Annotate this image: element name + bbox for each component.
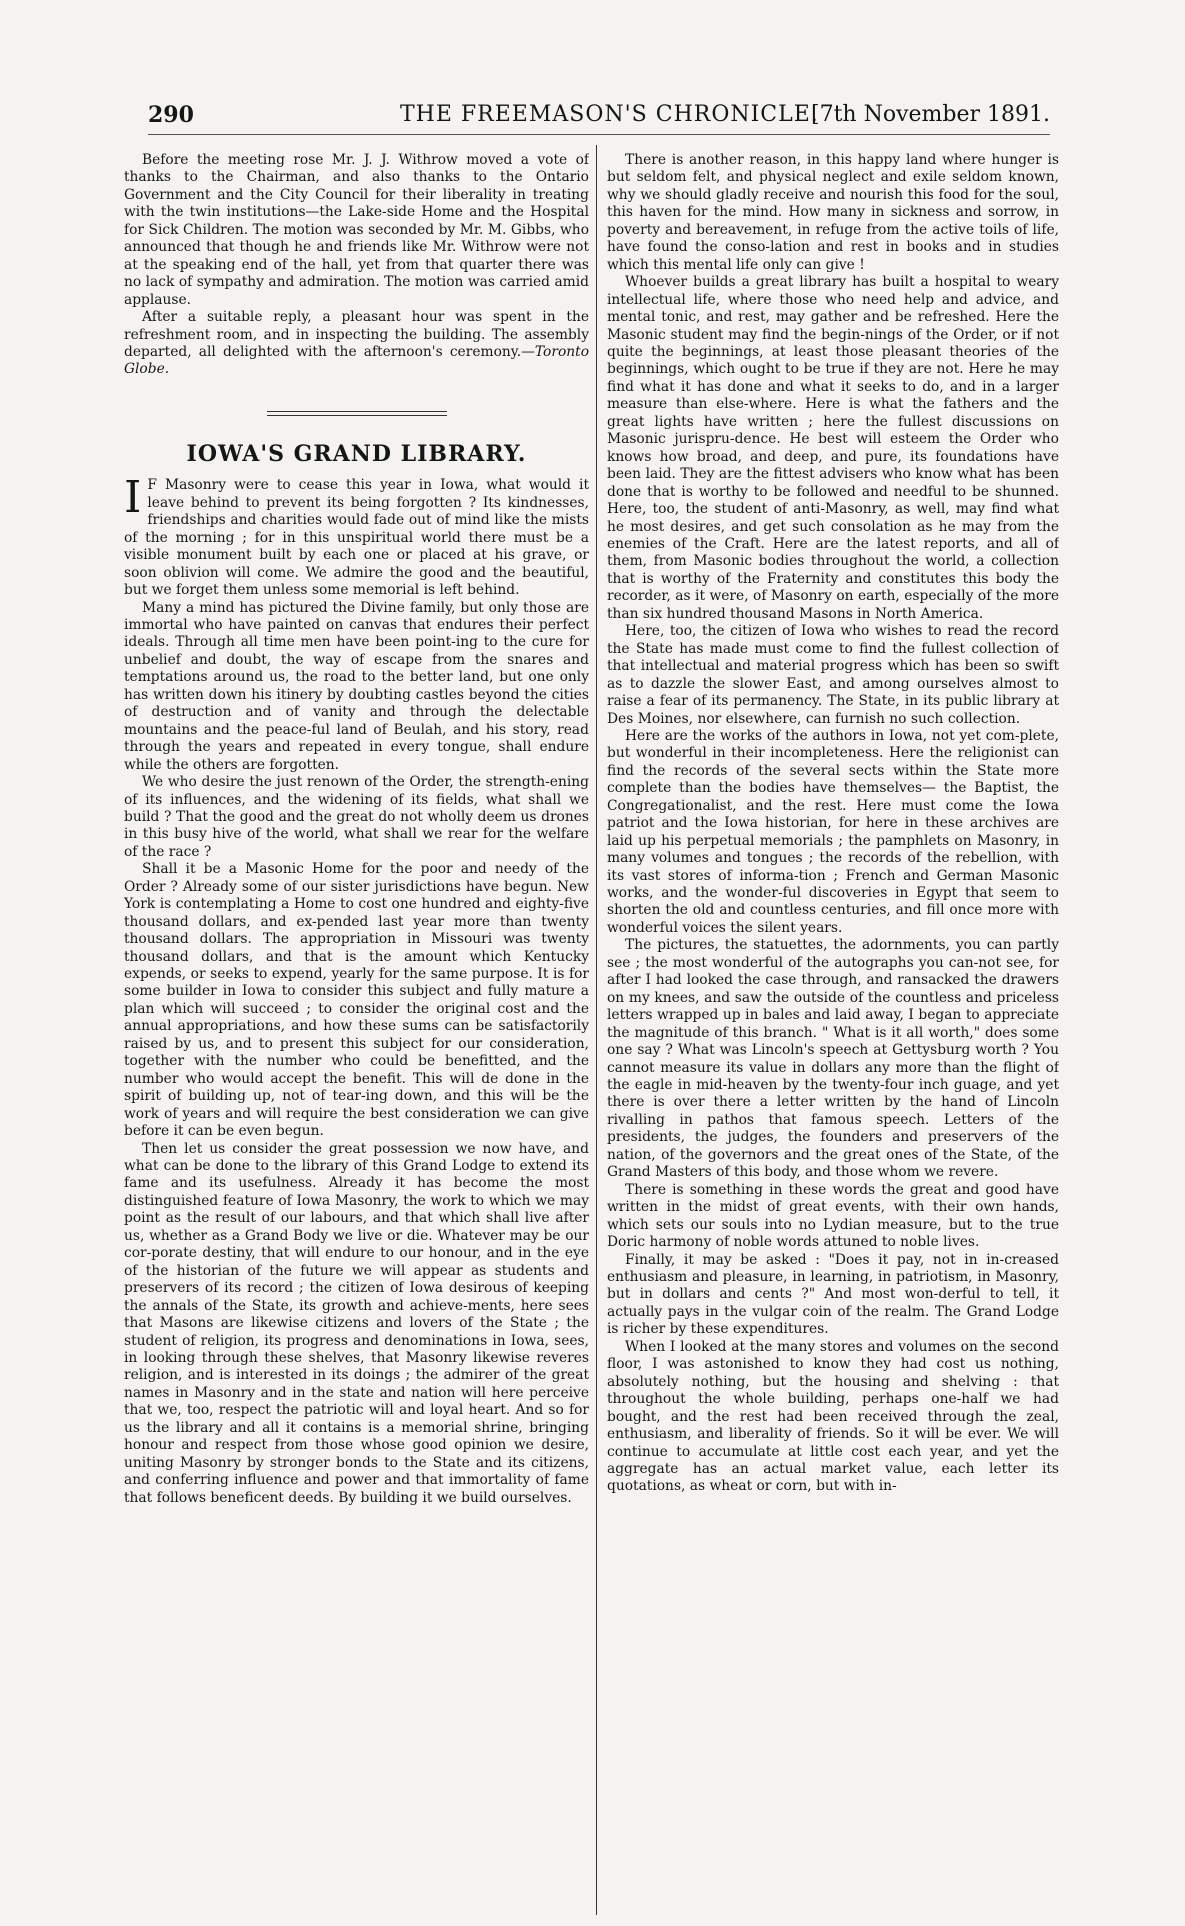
right-column xyxy=(607,152,1059,1912)
paragraph xyxy=(124,472,589,599)
paragraph: Before the meeting rose Mr. J. J. Withrow moved a vote of thanks to the Chairman, and also thanks to the Ontario Government and the City Council for their liberality in treating with the twin institutions—the Lake-side Home and the Hospital for Sick Children. The motion was seconded by Mr. M. Gibbs, who announced that though he and friends like Mr. Withrow were not at the speaking end of the hall, yet from that quarter there was no lack of sympathy and admiration. The motion was carried amid applause. xyxy=(124,152,589,308)
paragraph: We who desire the just renown of the Order, the strength-ening of its influences, and the widening of its fields, what shall we build ? That the good and the great do not wholly deem us drones in this busy hive of the world, what shall we rear for the welfare of the race ? xyxy=(124,774,589,860)
paragraph: Then let us consider the great possession we now have, and what can be done to the library of this Grand Lodge to extend its fame and its usefulness. Already it has become the most distinguished feature of Iowa Masonry, the work to which we may point as the result of our labours, and that which shall live after us, whether as a Grand Body we live or die. Whatever may be our cor-porate destiny, that will endure to our honour, and in the eye of the historian of the future we will appear as students and preservers of its record ; the citizen of Iowa desirous of keeping the annals of the State, its growth and achieve-ments, here sees that Masons are likewise citizens and lovers of the State ; the student of religion, its progress and denominations in Iowa, sees, in looking through these shelves, that Masonry likewise reveres religion, and is interested in its doings ; the admirer of the great names in Masonry and in the state and nation will here perceive that we, too, respect the patriotic will and loyal heart. And so for us the library and all it contains is a memorial shrine, bringing honour and respect from those whose good opinion we desire, uniting Masonry by stronger bonds to the State and its citizens, and conferring influence and power and that immortality of fame that follows beneficent deeds. By building it we build ourselves. xyxy=(124,1140,589,1506)
paragraph: Many a mind has pictured the Divine family, but only those are immortal who have painted on canvas that endures their perfect ideals. Through all time men have been point-ing to the cure for unbelief and doubt, the way of escape from the snares and temptations around us, the road to the better land, but one only has written down his itinery by doubting castles beyond the cities of destruction and of vanity and through the delectable mountains and the peace-ful land of Beulah, and his story, read through the years and repeated in every tongue, shall endure while the others are forgotten. xyxy=(124,599,589,773)
issue-date: [7th November 1891. xyxy=(811,102,1050,127)
paragraph xyxy=(124,309,589,379)
paragraph-text: After a suitable reply, a pleasant hour was spent in the refreshment room, and in inspecting the building. The assembly departed, all delighted with the afternoon's ceremony.— xyxy=(124,309,589,360)
publication-title: THE FREEMASON'S CHRONICLE. xyxy=(400,102,819,127)
left-column xyxy=(124,152,589,1912)
paragraph: Shall it be a Masonic Home for the poor and needy of the Order ? Already some of our sister jurisdictions have begun. New York is contemplating a Home to cost one hundred and eighty-five thousand dollars, and ex-pended last year more than twenty thousand dollars. The appropriation in Missouri was twenty thousand dollars, and that is the amount which Kentucky expends, or seeks to expend, yearly for the same purpose. It is for some builder in Iowa to consider this subject and fully mature a plan which will succeed ; to consider the original cost and the annual appropriations, and how these sums can be satisfactorily raised by us, and to present this subject for our consideration, together with the number who could be benefitted, and the number who would accept the benefit. This will de done in the spirit of building up, not of tear-ing down, and this will be the work of years and will require the best consideration we can give before it can be even begun. xyxy=(124,861,589,1140)
paragraph-text: F Masonry were to cease this year in Iowa, what would it leave behind to prevent its being forgotten ? Its kindnesses, friendships and charities would fade out of mind like the mists of the morning ; for in this unspiritual world there must be a visible monument built by each one or placed at his grave, or soon oblivion will come. We admire the good and the beautiful, but we forget them unless some memorial is left behind. xyxy=(124,477,589,599)
source-credit: Toronto Globe. xyxy=(124,343,589,378)
column-divider xyxy=(596,145,597,1915)
masthead xyxy=(148,100,1050,135)
paragraph: When I looked at the many stores and volumes on the second floor, I was astonished to know they had cost us nothing, absolutely nothing, but the housing and shelving : that throughout the whole building, perhaps one-half we had bought, and the rest had been received through the zeal, enthusiasm, and liberality of friends. So it will be ever. We will continue to accumulate at little cost each year, and yet the aggregate has an actual market value, each letter its quotations, as wheat or corn, but with in- xyxy=(607,1338,1059,1495)
paragraph: Here, too, the citizen of Iowa who wishes to read the record the State has made must come to find the fullest collection of that intellectual and material progress which has been so swift as to dazzle the slower East, and among ourselves almost to raise a fear of its permanency. The State, in its public library at Des Moines, nor elsewhere, can furnish no such collection. xyxy=(607,623,1059,727)
article-title: IOWA'S GRAND LIBRARY. xyxy=(186,440,527,467)
paragraph: Finally, it may be asked : "Does it pay, not in in-creased enthusiasm and pleasure, in learning, in patriotism, in Masonry, but in dollars and cents ?" And most won-derful to tell, it actually pays in the vulgar coin of the realm. The Grand Lodge is richer by these expenditures. xyxy=(607,1251,1059,1338)
paragraph: Whoever builds a great library has built a hospital to weary intellectual life, where those who need help and advice, and mental tonic, and rest, may gather and be refreshed. Here the Masonic student may find the begin-nings of the Order, or if not quite the beginnings, at least those pleasant theories of the beginnings, which ought to be true if they are not. Here he may find what it has done and what it seeks to do, and in a larger measure than else-where. Here is what the fathers and the great lights have written ; here the fullest discussions on Masonic jurispru-dence. He best will esteem the Order who knows how broad, and deep, and pure, its foundations have been laid. They are the fittest advisers who know what has been done that is worthy to be followed and needful to be shunned. Here, too, the student of anti-Masonry, as well, may find what he most desires, and get such consolation as he may from the enemies of the Craft. Here are the latest reports, and all of them, from Masonic bodies throughout the world, a collection that is worthy of the Fraternity and constitutes this body the recorder, as it were, of Masonry on earth, especially of the more than six hundred thousand Masons in North America. xyxy=(607,274,1059,622)
paragraph: Here are the works of the authors in Iowa, not yet com-plete, but wonderful in their incompleteness. Here the religionist can find the records of the several sects within the State more complete than the bodies have themselves— the Baptist, the Congregationalist, and the rest. Here must come the Iowa patriot and the Iowa historian, for here in these archives are laid up his perpetual memorials ; the pamphlets on Masonry, in many volumes and tongues ; the records of the rebellion, with its vast stores of informa-tion ; French and German Masonic works, and the wonder-ful discoveries in Egypt that seem to shorten the old and countless centuries, and fill once more with wonderful voices the silent years. xyxy=(607,727,1059,936)
drop-cap: I xyxy=(124,472,142,524)
article-separator xyxy=(267,411,447,416)
page-number: 290 xyxy=(148,102,194,128)
paragraph: There is another reason, in this happy land where hunger is but seldom felt, and physical neglect and exile seldom known, why we should gladly receive and nourish this food for the soul, this haven for the mind. How many in sickness and sorrow, in poverty and bereavement, in refuge from the active toils of life, have found the conso-lation and rest in books and in studies which this mental life only can give ! xyxy=(607,152,1059,273)
paragraph: There is something in these words the great and good have written in the midst of great events, with their own hands, which sets our souls into no Lydian measure, but to the true Doric harmony of noble words attuned to noble lives. xyxy=(607,1181,1059,1251)
paragraph: The pictures, the statuettes, the adornments, you can partly see ; the most wonderful of the autographs you can-not see, for after I had looked the case through, and ransacked the drawers on my knees, and saw the outside of the countless and priceless letters wrapped up in bales and laid away, I began to appreciate the magnitude of this branch. " What is it all worth," does some one say ? What was Lincoln's speech at Gettysburg worth ? You cannot measure its value in dollars any more than the flight of the eagle in mid-heaven by the twenty-four inch guage, and yet there is over there a letter written by the hand of Lincoln rivalling in pathos that famous speech. Letters of the presidents, the judges, the founders and preservers of the nation, of the governors and the great ones of the State, of the Grand Masters of this body, and those whom we revere. xyxy=(607,937,1059,1181)
